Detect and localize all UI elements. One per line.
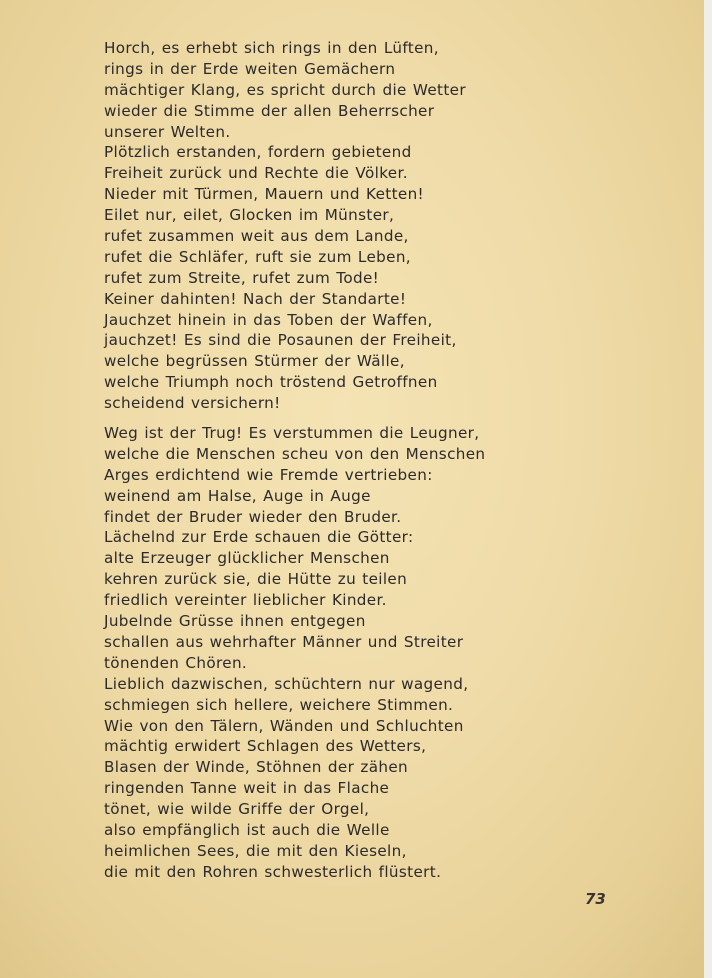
poem-line: Arges erdichtend wie Fremde vertrieben: xyxy=(104,465,433,484)
poem-line: jauchzet! Es sind die Posaunen der Freiheit, xyxy=(104,331,457,350)
poem-line: heimlichen Sees, die mit den Kieseln, xyxy=(104,841,407,860)
poem-line: Lächelnd zur Erde schauen die Götter: xyxy=(104,528,414,547)
page-number: 73 xyxy=(585,890,606,908)
poem-line: Jubelnde Grüsse ihnen entgegen xyxy=(104,612,366,631)
poem-line: unserer Welten. xyxy=(104,122,231,141)
poem-line: die mit den Rohren schwesterlich flüstert. xyxy=(104,862,442,881)
poem-line: rufet die Schläfer, ruft sie zum Leben, xyxy=(104,247,411,266)
poem-line: rufet zusammen weit aus dem Lande, xyxy=(104,227,409,246)
poem-stanza xyxy=(104,38,574,414)
poem-text xyxy=(104,38,574,883)
poem-line: schmiegen sich hellere, weichere Stimmen. xyxy=(104,695,454,714)
poem-line: welche begrüssen Stürmer der Wälle, xyxy=(104,352,405,371)
poem-line: Keiner dahinten! Nach der Standarte! xyxy=(104,289,407,308)
poem-line: Lieblich dazwischen, schüchtern nur wagend, xyxy=(104,674,469,693)
poem-line: rufet zum Streite, rufet zum Tode! xyxy=(104,268,380,287)
poem-line: mächtig erwidert Schlagen des Wetters, xyxy=(104,737,427,756)
poem-line: Blasen der Winde, Stöhnen der zähen xyxy=(104,758,408,777)
poem-line: friedlich vereinter lieblicher Kinder. xyxy=(104,591,387,610)
poem-line: kehren zurück sie, die Hütte zu teilen xyxy=(104,570,408,589)
poem-line: tönenden Chören. xyxy=(104,653,248,672)
poem-stanza xyxy=(104,423,574,883)
poem-line: weinend am Halse, Auge in Auge xyxy=(104,486,371,505)
poem-line: welche die Menschen scheu von den Menschen xyxy=(104,444,486,463)
poem-line: Nieder mit Türmen, Mauern und Ketten! xyxy=(104,185,424,204)
poem-line: Plötzlich erstanden, fordern gebietend xyxy=(104,143,412,162)
poem-line: welche Triumph noch tröstend Getroffnen xyxy=(104,373,438,392)
poem-line: rings in der Erde weiten Gemächern xyxy=(104,59,396,78)
poem-line: Weg ist der Trug! Es verstummen die Leugner, xyxy=(104,424,480,443)
poem-line: Wie von den Tälern, Wänden und Schluchten xyxy=(104,716,464,735)
poem-line: alte Erzeuger glücklicher Menschen xyxy=(104,549,390,568)
poem-line: scheidend versichern! xyxy=(104,394,281,413)
poem-line: tönet, wie wilde Griffe der Orgel, xyxy=(104,800,370,819)
poem-line: ringenden Tanne weit in das Flache xyxy=(104,779,390,798)
poem-line: Jauchzet hinein in das Toben der Waffen, xyxy=(104,310,433,329)
poem-line: Horch, es erhebt sich rings in den Lüften, xyxy=(104,39,439,57)
poem-line: also empfänglich ist auch die Welle xyxy=(104,820,390,839)
poem-line: Eilet nur, eilet, Glocken im Münster, xyxy=(104,206,395,225)
poem-line: Freiheit zurück und Rechte die Völker. xyxy=(104,164,408,183)
poem-line: wieder die Stimme der allen Beherrscher xyxy=(104,101,435,120)
poem-line: findet der Bruder wieder den Bruder. xyxy=(104,507,402,526)
poem-line: mächtiger Klang, es spricht durch die Wetter xyxy=(104,80,466,99)
poem-line: schallen aus wehrhafter Männer und Streiter xyxy=(104,632,464,651)
